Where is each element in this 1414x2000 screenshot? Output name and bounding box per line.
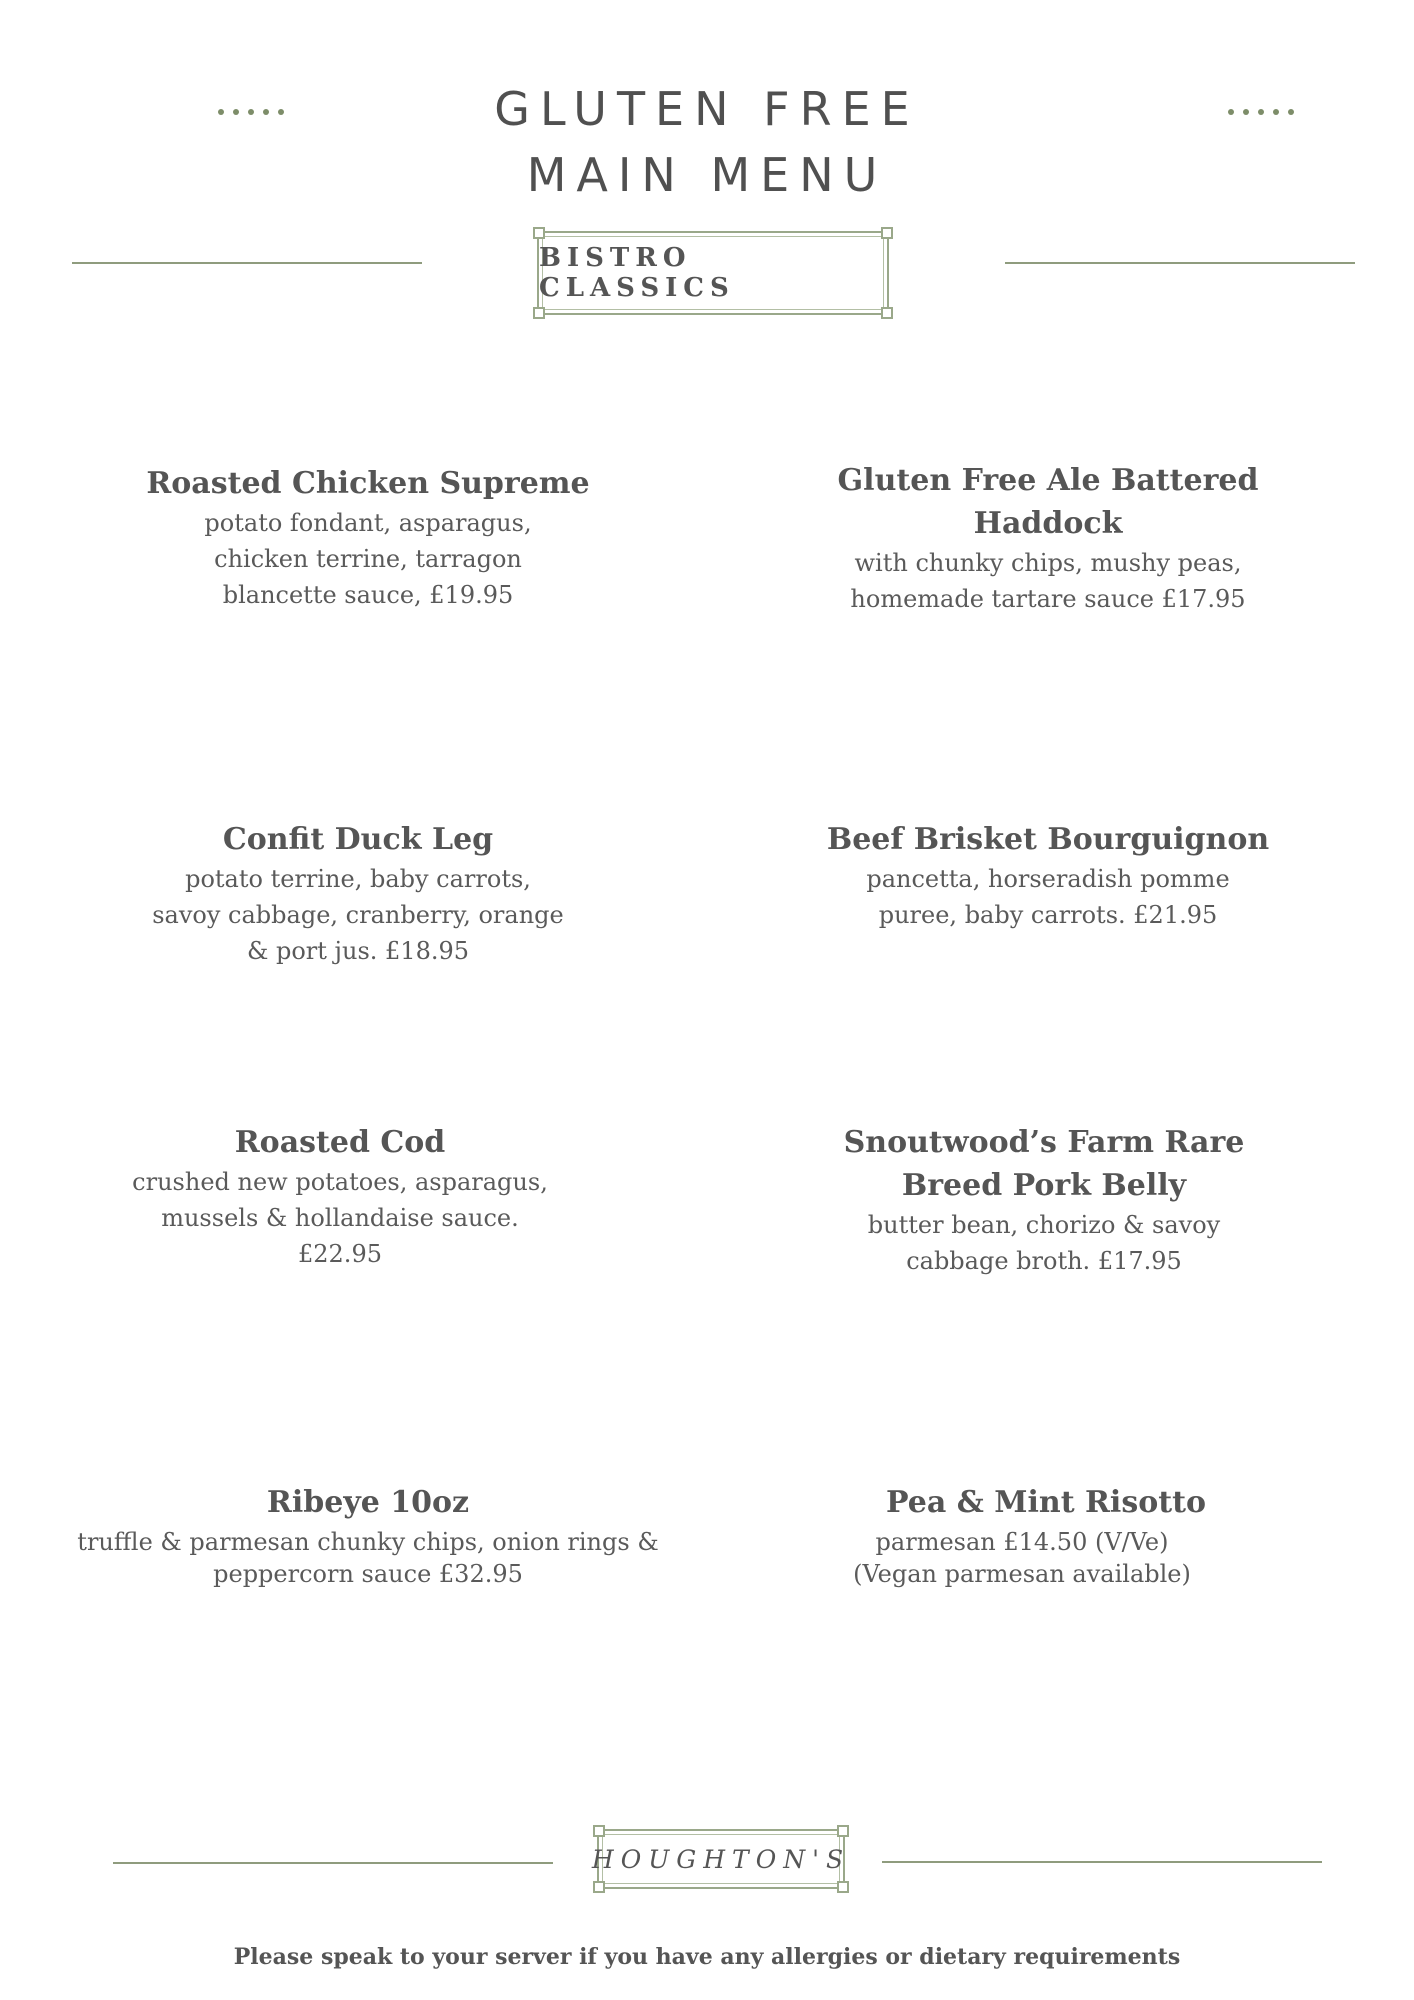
dish-description: truffle & parmesan chunky chips, onion rings & peppercorn sauce £32.95 (77, 1528, 659, 1588)
section-label-frame (537, 231, 889, 315)
dish-name: Snoutwood’s Farm Rare Breed Pork Belly (843, 1125, 1245, 1203)
dish-item (40, 1121, 640, 1272)
brand-logo: HOUGHTON'S (591, 1844, 851, 1874)
dish-item (744, 1121, 1344, 1279)
footer-rule-left (113, 1862, 553, 1864)
dish-name: Roasted Chicken Supreme (146, 466, 590, 501)
dish-description: butter bean, chorizo & savoy cabbage broth. £17.95 (867, 1211, 1221, 1275)
section-label: BISTRO CLASSICS (539, 243, 735, 303)
dish-description: parmesan £14.50 (V/Ve) (Vegan parmesan available) (853, 1528, 1191, 1588)
dish-item (68, 462, 668, 613)
dish-description: potato terrine, baby carrots, savoy cabbage, cranberry, orange & port jus. £18.95 (152, 865, 564, 965)
footer-rule-right (882, 1861, 1322, 1863)
dish-name: Confit Duck Leg (222, 822, 494, 857)
page-title-line-2: MAIN MENU (526, 148, 888, 202)
dish-name: Beef Brisket Bourguignon (826, 822, 1270, 857)
page-title-line-1: GLUTEN FREE (494, 82, 920, 136)
section-rule-right (1005, 262, 1355, 264)
dish-item (722, 1481, 1322, 1590)
dish-item (748, 459, 1348, 617)
brand-logo-frame (591, 1829, 851, 1889)
dish-item (38, 1481, 698, 1590)
dish-description: pancetta, horseradish pomme puree, baby carrots. £21.95 (866, 865, 1230, 929)
dish-name: Roasted Cod (234, 1125, 446, 1160)
allergy-note: Please speak to your server if you have any allergies or dietary requirements (233, 1944, 1181, 1970)
dish-description: with chunky chips, mushy peas, homemade tartare sauce £17.95 (850, 549, 1246, 613)
dish-name: Ribeye 10oz (266, 1485, 470, 1520)
dish-description: potato fondant, asparagus, chicken terrine, tarragon blancette sauce, £19.95 (204, 509, 532, 609)
dish-description: crushed new potatoes, asparagus, mussels & hollandaise sauce. £22.95 (132, 1168, 548, 1268)
dish-name: Pea & Mint Risotto (886, 1485, 1206, 1520)
section-rule-left (72, 262, 422, 264)
dish-item (748, 818, 1348, 933)
dish-name: Gluten Free Ale Battered Haddock (837, 463, 1259, 541)
dish-item (58, 818, 658, 969)
